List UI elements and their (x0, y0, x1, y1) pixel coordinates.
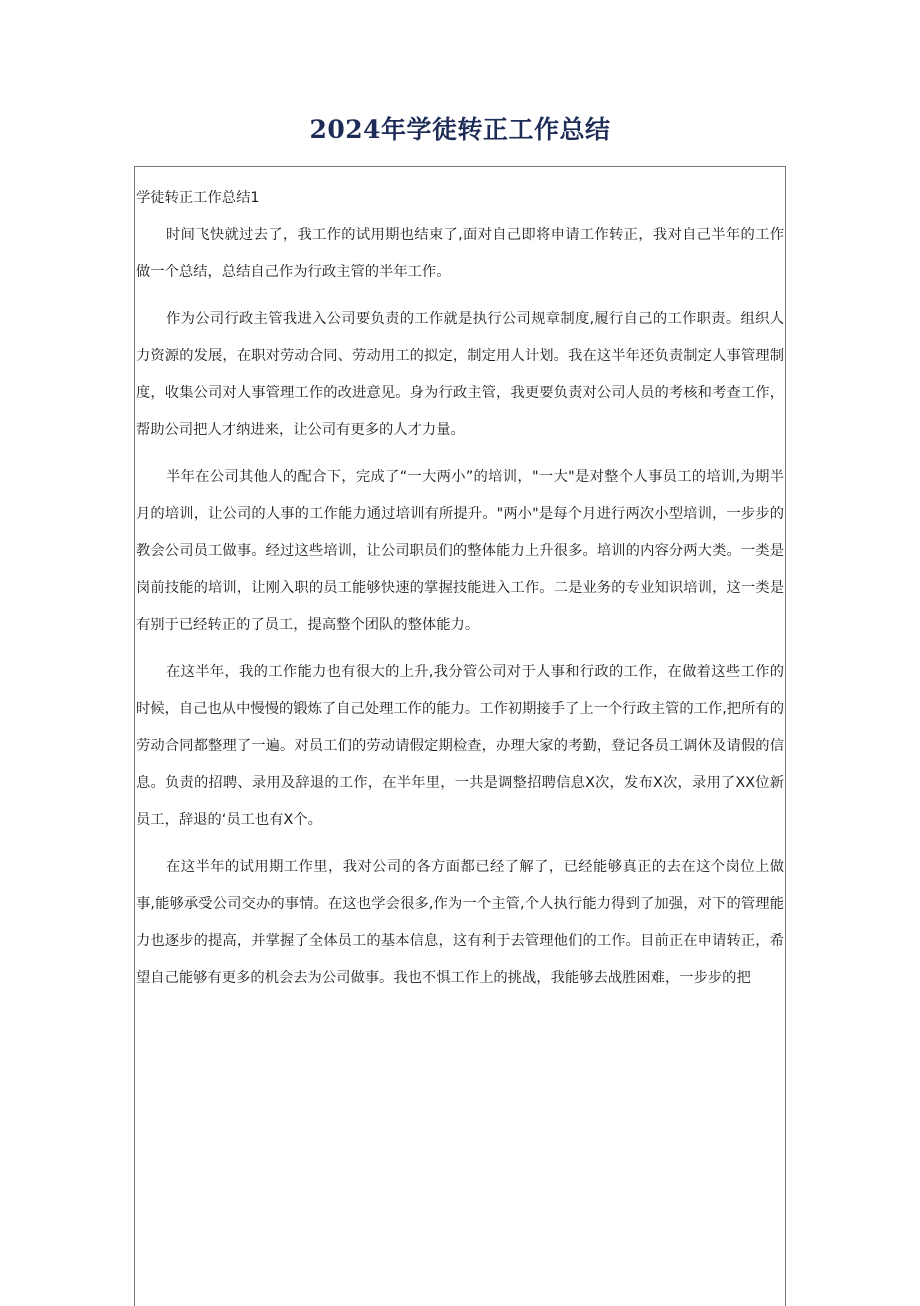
paragraph-5: 在这半年的试用期工作里，我对公司的各方面都已经了解了，已经能够真正的去在这个岗位上做事,能够承受公司交办的事情。在这也学会很多,作为一个主管,个人执行能力得到了加强，对下的管理能力也逐步的提高，并掌握了全体员工的基本信息，这有利于去管理他们的工作。目前正在申请转正，希望自己能够有更多的机会去为公司做事。我也不惧工作上的挑战，我能够去战胜困难，一步步的把 (136, 859, 784, 986)
paragraph-2: 作为公司行政主管我进入公司要负责的工作就是执行公司规章制度,履行自己的工作职责。组织人力资源的发展，在职对劳动合同、劳动用工的拟定，制定用人计划。我在这半年还负责制定人事管理制度，收集公司对人事管理工作的改进意见。身为行政主管，我更要负责对公司人员的考核和考查工作，帮助公司把人才纳进来，让公司有更多的人才力量。 (136, 311, 784, 438)
document-body (136, 180, 784, 1007)
section-heading: 学徒转正工作总结1 (136, 190, 260, 206)
document-title: 2024年学徒转正工作总结 (309, 115, 611, 144)
paragraph-1: 时间飞快就过去了，我工作的试用期也结束了,面对自己即将申请工作转正，我对自己半年的工作做一个总结，总结自己作为行政主管的半年工作。 (136, 227, 784, 280)
paragraph-4: 在这半年，我的工作能力也有很大的上升,我分管公司对于人事和行政的工作，在做着这些工作的时候，自己也从中慢慢的锻炼了自己处理工作的能力。工作初期接手了上一个行政主管的工作,把所有的劳动合同都整理了一遍。对员工们的劳动请假定期检查，办理大家的考勤，登记各员工调休及请假的信息。负责的招聘、录用及辞退的工作，在半年里，一共是调整招聘信息X次，发布X次，录用了XX位新员工，辞退的‘员工也有X个。 (136, 664, 784, 828)
paragraph-3: 半年在公司其他人的配合下，完成了“一大两小”的培训，"一大"是对整个人事员工的培训,为期半月的培训，让公司的人事的工作能力通过培训有所提升。"两小"是每个月进行两次小型培训，一步步的教会公司员工做事。经过这些培训，让公司职员们的整体能力上升很多。培训的内容分两大类。一类是岗前技能的培训，让刚入职的员工能够快速的掌握技能进入工作。二是业务的专业知识培训，这一类是有别于已经转正的了员工，提高整个团队的整体能力。 (136, 469, 784, 633)
